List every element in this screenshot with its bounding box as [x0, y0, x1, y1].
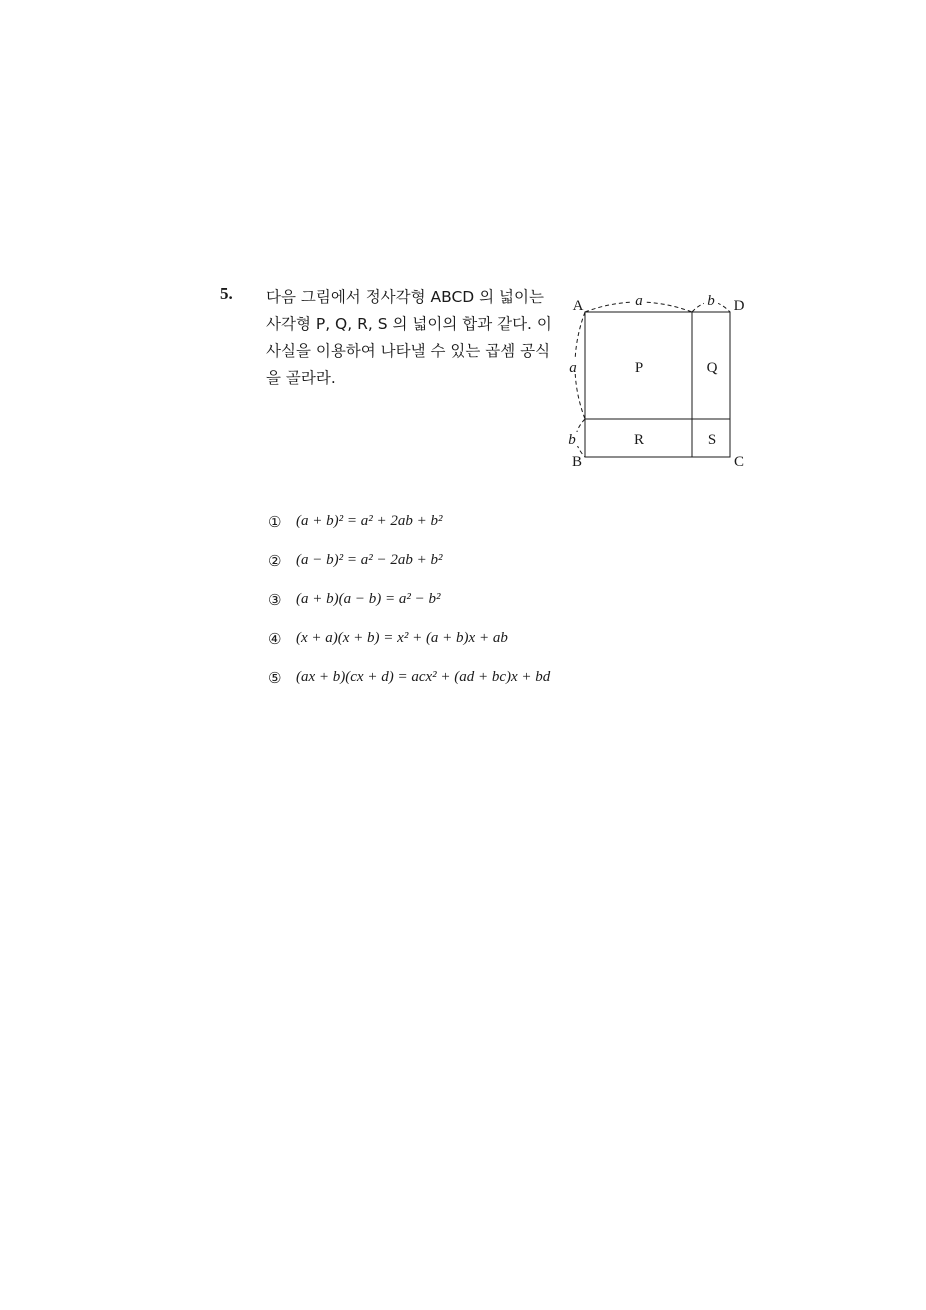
region-q-label: Q: [706, 360, 718, 376]
question-text: [266, 284, 556, 392]
problem-number: 5.: [220, 284, 233, 303]
top-b-label: b: [707, 293, 715, 309]
left-a-label: a: [569, 360, 577, 376]
choice-4[interactable]: [268, 619, 550, 658]
choice-number: ②: [268, 551, 282, 570]
vertex-a-label: A: [572, 298, 584, 314]
region-p-label: P: [634, 360, 644, 376]
choice-number: ①: [268, 512, 282, 531]
choice-formula: (a − b)² = a² − 2ab + b²: [296, 552, 443, 568]
question-line: 사각형 P, Q, R, S 의 넓이의 합과 같다. 이: [266, 315, 552, 333]
choice-number: ③: [268, 590, 282, 609]
question-line: 사실을 이용하여 나타낼 수 있는 곱셈 공식: [266, 342, 551, 360]
choice-number: ⑤: [268, 668, 282, 687]
choice-3[interactable]: [268, 580, 550, 619]
choice-formula: (a + b)² = a² + 2ab + b²: [296, 513, 443, 529]
vertex-b-label: B: [571, 454, 583, 470]
answer-choices: [268, 502, 550, 697]
choice-number: ④: [268, 629, 282, 648]
choice-5[interactable]: [268, 658, 550, 697]
choice-formula: (a + b)(a − b) = a² − b²: [296, 591, 441, 607]
region-r-label: R: [633, 432, 645, 448]
choice-formula: (x + a)(x + b) = x² + (a + b)x + ab: [296, 630, 508, 646]
left-b-label: b: [568, 432, 576, 448]
vertex-d-label: D: [733, 298, 745, 314]
question-line: 을 골라라.: [266, 369, 336, 387]
top-a-label: a: [635, 293, 643, 309]
choice-1[interactable]: [268, 502, 550, 541]
square-diagram: [560, 288, 750, 473]
choice-2[interactable]: [268, 541, 550, 580]
choice-formula: (ax + b)(cx + d) = acx² + (ad + bc)x + bd: [296, 669, 551, 685]
question-line: 다음 그림에서 정사각형 ABCD 의 넓이는: [266, 288, 544, 306]
region-s-label: S: [707, 432, 717, 448]
vertex-c-label: C: [733, 454, 745, 470]
